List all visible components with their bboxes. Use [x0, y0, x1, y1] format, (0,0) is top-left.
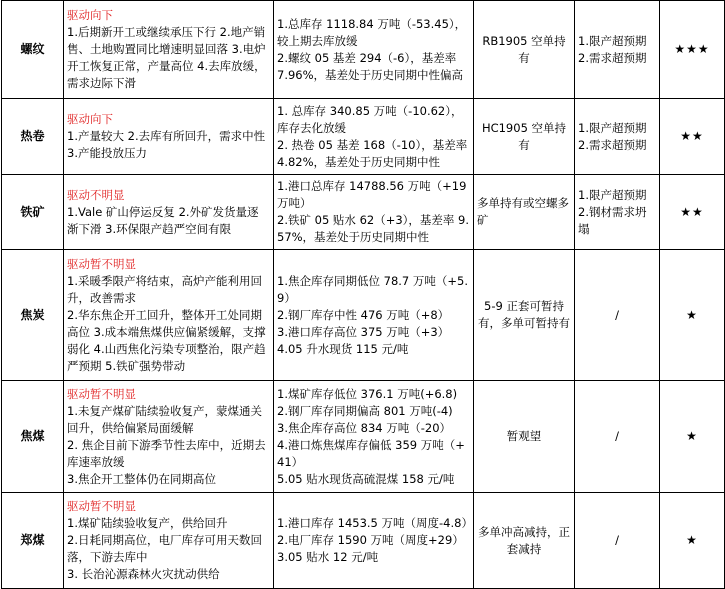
rating-stars: ★★	[660, 99, 725, 175]
commodity-name: 焦炭	[2, 250, 64, 381]
data-item: 1.总库存 1118.84 万吨（-53.45），较上期去库放缓	[277, 16, 467, 48]
data-cell	[274, 1, 474, 99]
driver-cell	[64, 175, 274, 250]
risk-item: 2.需求超预期	[578, 137, 647, 152]
strategy-cell: 5-9 正套可暂持有，多单可暂持有	[474, 250, 575, 381]
driver-cell	[64, 250, 274, 381]
driver-item: 1.Vale 矿山停运反复 2.外矿发货量逐渐下滑 3.环保限产趋严空间有限	[67, 204, 259, 236]
data-item: 2.电厂库存 1590 万吨（周度+29）	[277, 533, 464, 547]
data-item: 3.05 贴水 12 元/吨	[277, 550, 379, 564]
driver-item: 1.后期新开工或继续承压下行 2.地产销售、土地购置同比增速明显回落 3.电炉开工恢复正常，产量高位 4.去库放缓，需求边际下滑	[67, 25, 266, 90]
driver-cell	[64, 99, 274, 175]
data-item: 2.钢厂库存同期偏高 801 万吨(-4)	[277, 403, 453, 418]
commodity-table	[1, 0, 725, 589]
driver-heading: 驱动不明显	[67, 187, 125, 202]
table-row	[2, 381, 725, 493]
data-item: 4.05 升水现货 115 元/吨	[277, 341, 409, 356]
driver-item: 2.日耗同期高位，电厂库存可用天数回落，下游去库中	[67, 533, 262, 564]
driver-item: 1.采暖季限产将结束，高炉产能利用回升，改善需求	[67, 273, 262, 305]
data-cell	[274, 493, 474, 589]
rating-stars: ★	[660, 493, 725, 589]
driver-item: 1.产量较大 2.去库有所回升，需求中性 3.产能投放压力	[67, 129, 266, 160]
data-cell	[274, 250, 474, 381]
driver-heading: 驱动暂不明显	[67, 386, 136, 401]
commodity-name: 焦煤	[2, 381, 64, 493]
data-item: 1.港口库存 1453.5 万吨（周度-4.8）	[277, 516, 473, 530]
risk-item: /	[615, 429, 619, 443]
risk-cell	[575, 493, 660, 589]
data-item: 1. 总库存 340.85 万吨（-10.62），库存去化放缓	[277, 103, 463, 135]
risk-item: /	[615, 533, 619, 547]
commodity-name: 郑煤	[2, 493, 64, 589]
data-item: 3.港口库存高位 375 万吨（+3）	[277, 324, 450, 339]
driver-heading: 驱动向下	[67, 112, 113, 126]
table-row	[2, 250, 725, 381]
data-item: 5.05 贴水现货高硫混煤 158 元/吨	[277, 471, 455, 486]
risk-item: /	[615, 307, 619, 322]
data-item: 1.煤矿库存低位 376.1 万吨(+6.8)	[277, 386, 458, 401]
risk-cell	[575, 250, 660, 381]
strategy-cell: HC1905 空单持有	[474, 99, 575, 175]
rating-stars: ★★★	[660, 1, 725, 99]
rating-stars: ★	[660, 381, 725, 493]
driver-cell	[64, 493, 274, 589]
data-item: 1.焦企库存同期低位 78.7 万吨（+5.9）	[277, 273, 468, 305]
driver-item: 3.焦企开工整体仍在同期高位	[67, 471, 216, 486]
commodity-name: 热卷	[2, 99, 64, 175]
data-item: 1.港口总库存 14788.56 万吨（+19 万吨）	[277, 179, 467, 210]
table-row	[2, 175, 725, 250]
data-item: 2.螺纹 05 基差 294（-6），基差率 7.96%，基差处于历史同期中性偏高	[277, 50, 464, 82]
data-item: 3.焦企库存高位 834 万吨（-20）	[277, 420, 452, 435]
data-cell	[274, 175, 474, 250]
commodity-name: 铁矿	[2, 175, 64, 250]
driver-cell	[64, 1, 274, 99]
risk-cell	[575, 1, 660, 99]
risk-cell	[575, 175, 660, 250]
data-item: 2.铁矿 05 贴水 62（+3），基差率 9.57%，基差处于历史同期中性	[277, 213, 470, 244]
driver-cell	[64, 381, 274, 493]
rating-stars: ★	[660, 250, 725, 381]
data-cell	[274, 99, 474, 175]
driver-item: 3. 长治沁源森林火灾扰动供给	[67, 567, 220, 581]
driver-item: 2. 焦企目前下游季节性去库中，近期去库速率放缓	[67, 437, 266, 469]
table-row	[2, 99, 725, 175]
risk-item: 1.限产超预期	[578, 187, 647, 202]
risk-item: 1.限产超预期	[578, 120, 647, 135]
table-row	[2, 493, 725, 589]
data-item: 2. 热卷 05 基差 168（-10），基差率 4.82%，基差处于历史同期中性	[277, 137, 468, 169]
data-item: 2.钢厂库存中性 476 万吨（+8）	[277, 307, 450, 322]
risk-cell	[575, 99, 660, 175]
risk-item: 2.钢材需求坍塌	[578, 204, 647, 236]
rating-stars: ★★	[660, 175, 725, 250]
driver-heading: 驱动暂不明显	[67, 499, 136, 513]
data-item: 4.港口炼焦煤库存偏低 359 万吨（+41）	[277, 437, 465, 469]
driver-item: 1.未复产煤矿陆续验收复产，蒙煤通关回升，供给偏紧局面缓解	[67, 403, 262, 435]
commodity-name: 螺纹	[2, 1, 64, 99]
strategy-cell: RB1905 空单持有	[474, 1, 575, 99]
risk-item: 1.限产超预期	[578, 33, 647, 48]
strategy-cell: 多单持有或空螺多矿	[474, 175, 575, 250]
risk-cell	[575, 381, 660, 493]
table-row	[2, 1, 725, 99]
driver-item: 2.华东焦企开工回升，整体开工处同期高位 3.成本端焦煤供应偏紧缓解，支撑弱化 4.山西焦化污染专项整治，限产趋严预期 5.铁矿强势带动	[67, 307, 266, 373]
strategy-cell: 暂观望	[474, 381, 575, 493]
risk-item: 2.需求超预期	[578, 50, 647, 65]
driver-heading: 驱动向下	[67, 8, 113, 22]
data-cell	[274, 381, 474, 493]
driver-heading: 驱动暂不明显	[67, 256, 136, 271]
strategy-cell: 多单冲高减持，正套减持	[474, 493, 575, 589]
driver-item: 1.煤矿陆续验收复产，供给回升	[67, 516, 228, 530]
